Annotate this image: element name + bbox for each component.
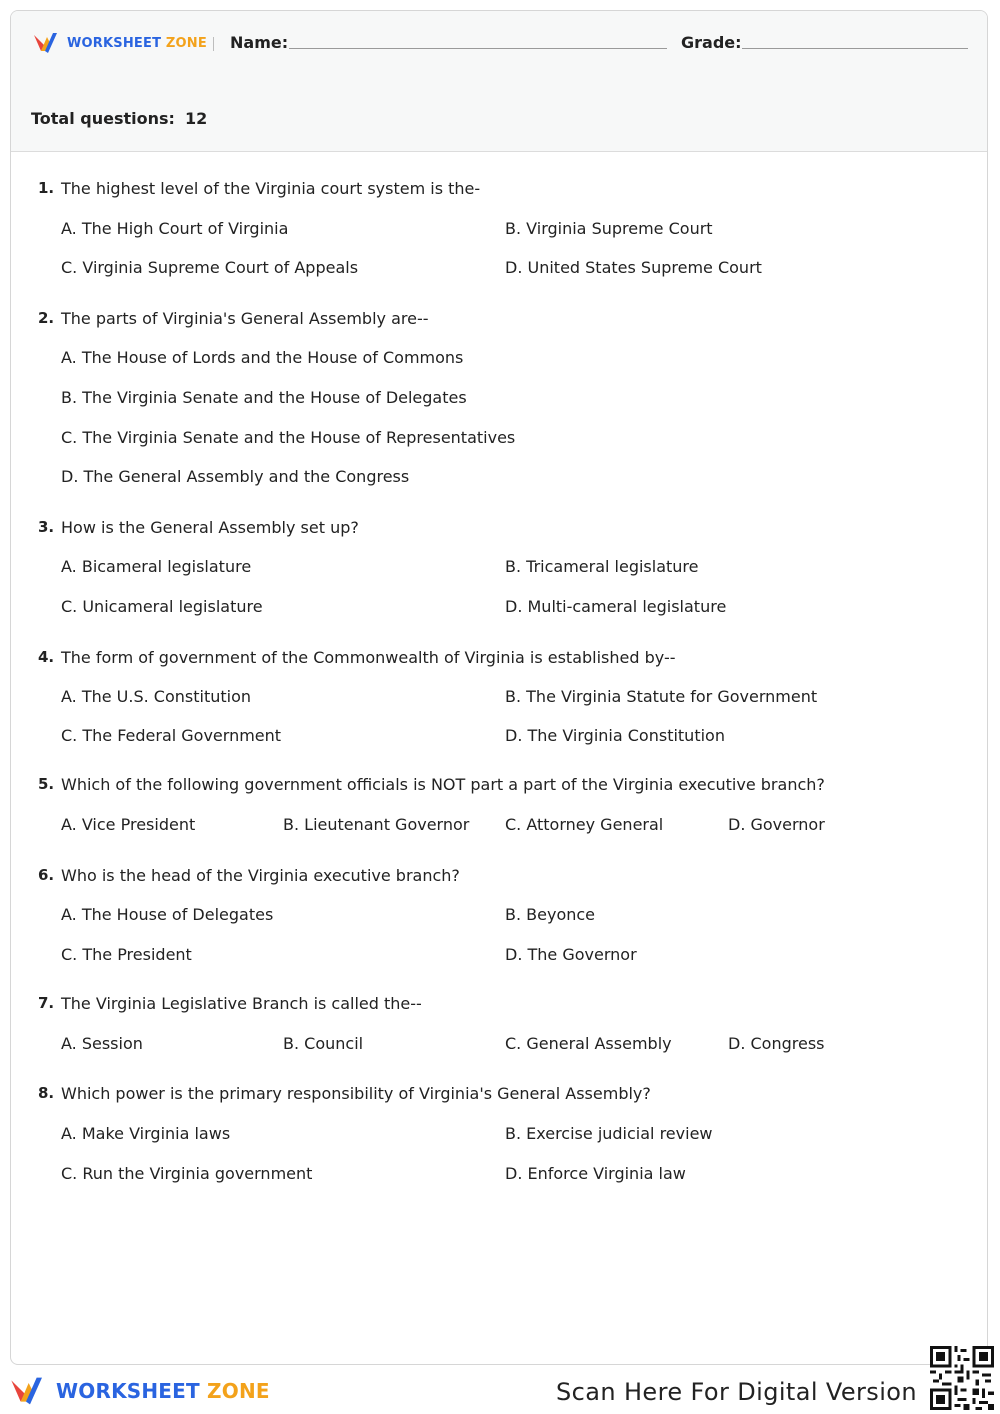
option-d[interactable]: D. United States Supreme Court <box>505 258 762 277</box>
option-a[interactable]: A. Bicameral legislature <box>61 557 252 576</box>
option-c[interactable]: C. The Federal Government <box>61 726 282 745</box>
question-text: How is the General Assembly set up? <box>61 518 359 537</box>
total-questions-label: Total questions: <box>31 109 175 128</box>
name-label: Name: <box>230 33 289 52</box>
option-c[interactable]: C. General Assembly <box>505 1034 672 1053</box>
option-d[interactable]: D. Multi-cameral legislature <box>505 597 727 616</box>
option-c[interactable]: C. Virginia Supreme Court of Appeals <box>61 258 359 277</box>
question-text: The form of government of the Commonwealth of Virginia is established by-- <box>61 648 676 667</box>
question-number: 4. <box>38 648 55 666</box>
option-c[interactable]: C. Attorney General <box>505 815 664 834</box>
option-a[interactable]: A. Vice President <box>61 815 196 834</box>
question-text: The highest level of the Virginia court system is the- <box>61 179 481 198</box>
option-b[interactable]: B. Lieutenant Governor <box>283 815 470 834</box>
option-d[interactable]: D. Governor <box>728 815 825 834</box>
option-b[interactable]: B. Council <box>283 1034 364 1053</box>
grade-label: Grade: <box>681 33 742 52</box>
worksheet-sheet <box>10 10 988 1365</box>
worksheetzone-logo-icon <box>10 1376 50 1406</box>
option-a[interactable]: A. The House of Lords and the House of Commons <box>61 348 464 367</box>
header-logo <box>33 32 207 54</box>
question-text: The Virginia Legislative Branch is called the-- <box>61 994 422 1013</box>
option-b[interactable]: B. Tricameral legislature <box>505 557 699 576</box>
option-a[interactable]: A. Make Virginia laws <box>61 1124 231 1143</box>
scan-text: Scan Here For Digital Version <box>556 1378 917 1406</box>
question-number: 6. <box>38 866 55 884</box>
option-b[interactable]: B. Exercise judicial review <box>505 1124 713 1143</box>
option-c[interactable]: C. Run the Virginia government <box>61 1164 313 1183</box>
option-a[interactable]: A. Session <box>61 1034 143 1053</box>
question-text: Which power is the primary responsibility of Virginia's General Assembly? <box>61 1084 651 1103</box>
option-c[interactable]: C. Unicameral legislature <box>61 597 263 616</box>
option-c[interactable]: C. The President <box>61 945 192 964</box>
name-input-line[interactable] <box>289 48 667 49</box>
question-number: 5. <box>38 775 55 793</box>
footer-logo <box>10 1376 270 1406</box>
option-a[interactable]: A. The High Court of Virginia <box>61 219 289 238</box>
question-text: Which of the following government officials is NOT part a part of the Virginia executive branch? <box>61 775 825 794</box>
option-b[interactable]: B. Virginia Supreme Court <box>505 219 713 238</box>
header-logo-text: WORKSHEET ZONE <box>67 35 207 51</box>
option-c[interactable]: C. The Virginia Senate and the House of Representatives <box>61 428 516 447</box>
option-d[interactable]: D. The General Assembly and the Congress <box>61 467 410 486</box>
grade-input-line[interactable] <box>742 48 968 49</box>
question-number: 7. <box>38 994 55 1012</box>
question-text: Who is the head of the Virginia executive branch? <box>61 866 460 885</box>
option-b[interactable]: B. The Virginia Senate and the House of Delegates <box>61 388 467 407</box>
option-d[interactable]: D. Enforce Virginia law <box>505 1164 686 1183</box>
option-d[interactable]: D. The Governor <box>505 945 637 964</box>
worksheetzone-logo-icon <box>33 32 63 54</box>
option-d[interactable]: D. Congress <box>728 1034 825 1053</box>
option-b[interactable]: B. Beyonce <box>505 905 596 924</box>
qr-code-icon[interactable] <box>930 1346 994 1410</box>
total-questions <box>31 109 207 128</box>
question-number: 1. <box>38 179 55 197</box>
logo-divider <box>213 37 214 51</box>
option-a[interactable]: A. The House of Delegates <box>61 905 274 924</box>
question-number: 3. <box>38 518 55 536</box>
worksheet-header <box>11 11 987 152</box>
total-questions-value: 12 <box>184 109 208 128</box>
option-d[interactable]: D. The Virginia Constitution <box>505 726 725 745</box>
question-number: 8. <box>38 1084 55 1102</box>
question-number: 2. <box>38 309 55 327</box>
question-text: The parts of Virginia's General Assembly are-- <box>61 309 429 328</box>
footer-logo-text: WORKSHEET ZONE <box>56 1379 270 1403</box>
option-a[interactable]: A. The U.S. Constitution <box>61 687 252 706</box>
option-b[interactable]: B. The Virginia Statute for Government <box>505 687 818 706</box>
